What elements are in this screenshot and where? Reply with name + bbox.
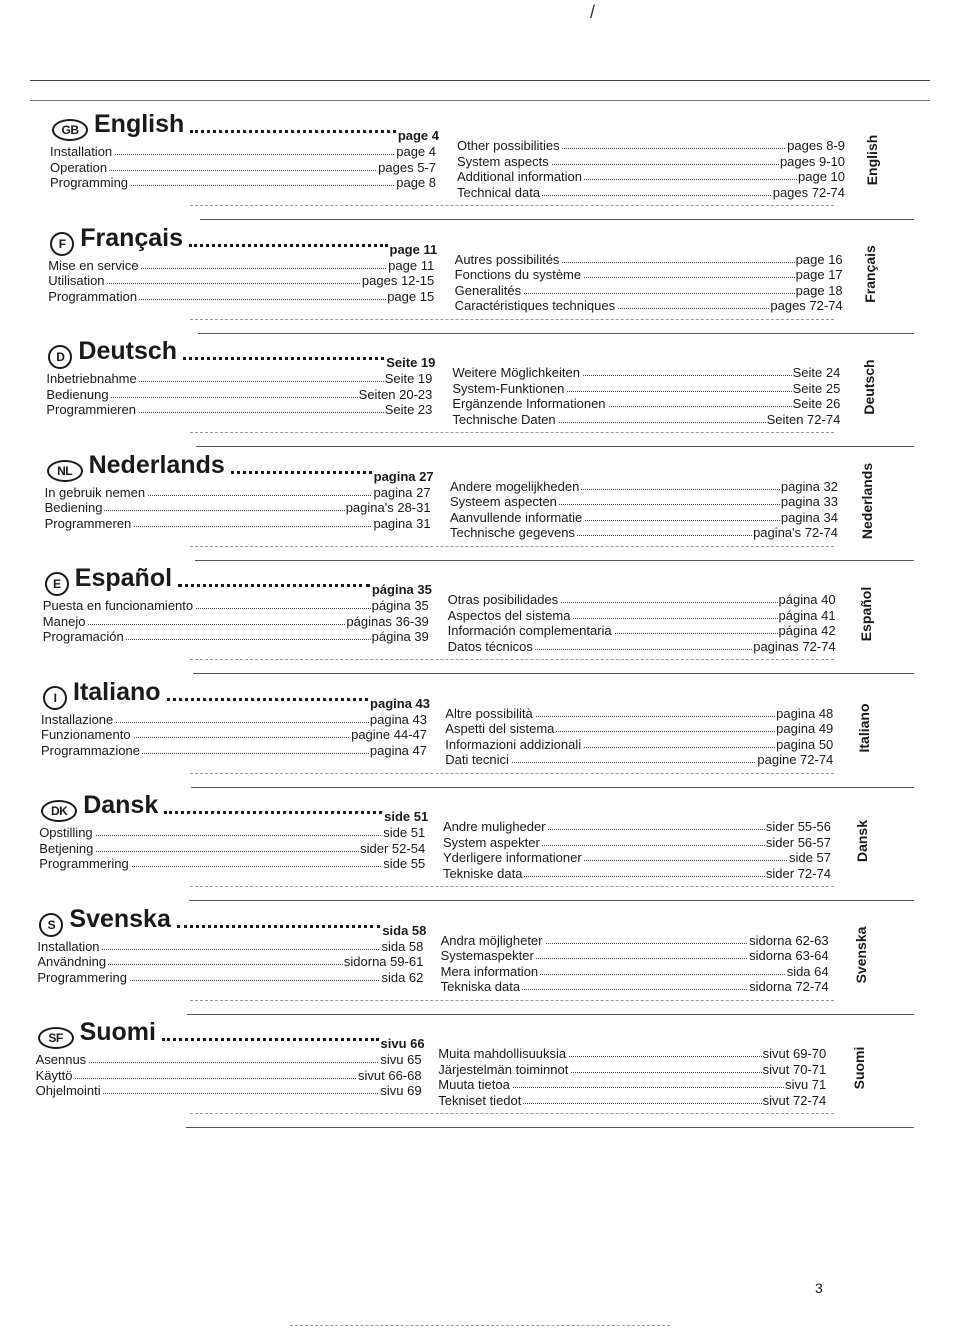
toc-entry[interactable]: [36, 1068, 422, 1084]
country-badge-icon: E: [45, 572, 69, 596]
section-1: [0, 224, 954, 336]
entry-page: pagine 72-74: [757, 752, 834, 767]
left-contents-list: [36, 1052, 422, 1099]
language-title: Français: [80, 223, 184, 252]
heading-leader-dots: [231, 471, 372, 474]
entry-page: pagina 33: [780, 494, 838, 509]
section-4: [0, 564, 954, 676]
section-divider-dashed: [190, 773, 834, 774]
entry-label: Ergänzende Informationen: [452, 396, 606, 411]
toc-entry[interactable]: [39, 856, 425, 872]
entry-label: Technical data: [457, 184, 541, 200]
section-divider-dashed: [190, 1113, 834, 1114]
entry-page: sider 55-56: [765, 819, 831, 834]
entry-label: Other possibilities: [457, 138, 560, 153]
entry-page: sider 56-57: [765, 834, 831, 850]
country-badge-icon: S: [39, 913, 63, 937]
section-heading[interactable]: [52, 110, 184, 144]
country-badge-icon: F: [50, 232, 74, 256]
entry-label: Technische Daten: [452, 411, 556, 427]
entry-page: páginas 36-39: [346, 613, 429, 629]
entry-label: Programmering: [39, 856, 129, 871]
heading-page-ref: side 51: [384, 809, 429, 824]
leader-dots: [39, 835, 425, 836]
heading-page-ref: página 35: [371, 582, 432, 597]
entry-label: Andere mogelijkheden: [449, 478, 580, 494]
left-contents-list: [50, 144, 436, 191]
entry-label: Fonctions du système: [454, 267, 582, 282]
section-heading[interactable]: [47, 451, 225, 485]
entry-label: Användning: [37, 954, 107, 969]
section-divider-dashed: [190, 886, 834, 887]
top-rule: [30, 80, 930, 81]
entry-page: pagina 31: [373, 515, 431, 531]
entry-page: page 17: [795, 267, 843, 282]
entry-label: In gebruik nemen: [44, 484, 146, 500]
toc-entry[interactable]: [441, 933, 829, 949]
heading-page-ref: page 11: [389, 241, 438, 257]
entry-label: Utilisation: [48, 273, 105, 288]
top-rule-secondary: [30, 100, 930, 101]
entry-page: sidorna 63-64: [749, 948, 829, 963]
toc-entry[interactable]: [452, 396, 840, 412]
right-contents-list: [450, 479, 838, 541]
entry-label: Opstilling: [39, 825, 93, 840]
language-title: Nederlands: [88, 450, 225, 479]
toc-entry[interactable]: [48, 273, 434, 289]
page-number: 3: [815, 1280, 823, 1296]
entry-page: side 57: [789, 850, 831, 865]
entry-page: page 10: [798, 169, 845, 184]
toc-entry[interactable]: [438, 1062, 826, 1078]
entry-page: Seite 23: [384, 402, 433, 417]
entry-page: sider 52-54: [360, 840, 426, 856]
entry-page: página 41: [778, 607, 836, 623]
toc-entry[interactable]: [455, 298, 843, 314]
toc-entry[interactable]: [41, 727, 427, 743]
heading-page-ref: pagina 27: [373, 468, 434, 484]
entry-label: Informazioni addizionali: [445, 736, 582, 752]
entry-page: Seiten 72-74: [766, 411, 841, 427]
toc-entry[interactable]: [443, 835, 831, 851]
country-badge-icon: D: [48, 345, 72, 369]
section-divider-dashed: [190, 659, 834, 660]
toc-entry[interactable]: [450, 525, 838, 541]
entry-label: Aspetti del sistema: [445, 721, 555, 736]
entry-page: pages 72-74: [772, 184, 845, 200]
side-language-label: Italiano: [855, 703, 872, 753]
section-5: [0, 678, 954, 790]
left-contents-list: [45, 485, 431, 532]
entry-page: sivut 70-71: [762, 1061, 827, 1077]
country-badge-icon: GB: [52, 119, 88, 141]
toc-entry[interactable]: [457, 138, 845, 154]
entry-page: sida 62: [381, 969, 424, 985]
language-title: Español: [74, 564, 173, 592]
side-language-label: Español: [857, 586, 874, 642]
heading-page-ref: pagina 43: [370, 695, 430, 711]
entry-label: Programación: [42, 629, 124, 644]
toc-entry[interactable]: [443, 866, 831, 882]
entry-page: pages 9-10: [779, 153, 845, 169]
entry-page: pages 5-7: [378, 159, 436, 175]
entry-label: Additional information: [457, 169, 583, 184]
heading-leader-dots: [164, 811, 382, 814]
entry-label: Información complementaria: [447, 623, 612, 638]
language-title: Dansk: [83, 791, 159, 819]
entry-label: Weitere Möglichkeiten: [452, 365, 580, 380]
toc-entry[interactable]: [45, 516, 431, 532]
section-7: [0, 905, 954, 1017]
entry-label: Installation: [37, 938, 100, 954]
entry-page: página 35: [371, 598, 429, 613]
toc-entry[interactable]: [46, 387, 432, 403]
entry-page: sivut 66-68: [358, 1067, 422, 1083]
toc-entry[interactable]: [445, 752, 833, 768]
entry-label: Dati tecnici: [445, 752, 509, 767]
side-language-label: Français: [862, 244, 879, 303]
toc-entry[interactable]: [48, 289, 434, 305]
country-badge-icon: DK: [41, 800, 77, 822]
toc-entry[interactable]: [45, 485, 431, 501]
toc-entry[interactable]: [50, 160, 436, 176]
toc-entry[interactable]: [450, 494, 838, 510]
entry-page: pagina's 28-31: [345, 500, 431, 515]
entry-label: Caractéristiques techniques: [454, 298, 616, 313]
entry-label: Programmieren: [46, 402, 136, 417]
section-6: [0, 791, 954, 903]
entry-label: Manejo: [42, 613, 86, 629]
toc-entry[interactable]: [445, 706, 833, 722]
heading-leader-dots: [178, 584, 370, 587]
left-contents-list: [48, 258, 434, 305]
entry-label: Tekniset tiedot: [438, 1092, 522, 1108]
section-divider-dashed: [190, 1000, 834, 1001]
entry-page: sida 58: [381, 938, 424, 954]
right-contents-list: [455, 252, 843, 314]
left-contents-list: [37, 939, 423, 986]
section-heading[interactable]: [50, 224, 183, 258]
entry-page: sivu 65: [380, 1052, 422, 1067]
right-contents-list: [441, 933, 829, 995]
heading-page-ref: sivu 66: [380, 1036, 425, 1051]
entry-page: sidorna 59-61: [343, 954, 424, 969]
section-divider: [191, 787, 914, 788]
side-language-label: Nederlands: [859, 462, 876, 539]
toc-entry[interactable]: [50, 175, 436, 191]
toc-entry[interactable]: [452, 365, 840, 381]
toc-entry[interactable]: [438, 1077, 826, 1093]
entry-page: sidorna 62-63: [749, 932, 829, 948]
entry-label: Asennus: [35, 1052, 87, 1067]
entry-page: sider 72-74: [765, 865, 831, 881]
entry-page: side 51: [383, 825, 426, 840]
side-language-label: Svenska: [852, 926, 869, 983]
entry-page: pages 72-74: [770, 298, 843, 313]
entry-page: paginas 72-74: [753, 638, 836, 654]
entry-page: Seite 19: [384, 371, 433, 386]
country-badge-icon: NL: [47, 460, 83, 482]
entry-label: Installazione: [41, 711, 114, 727]
entry-label: Operation: [50, 159, 108, 175]
entry-label: Aanvullende informatie: [449, 509, 583, 525]
toc-entry[interactable]: [443, 850, 831, 866]
entry-label: Autres possibilités: [454, 251, 560, 267]
side-language-label: English: [864, 134, 880, 186]
entry-page: pagina 32: [780, 478, 838, 494]
heading-leader-dots: [167, 698, 369, 701]
entry-label: Yderligere informationer: [442, 850, 582, 865]
entry-page: página 42: [778, 623, 836, 638]
entry-page: side 55: [383, 856, 426, 871]
entry-label: Generalités: [454, 282, 522, 298]
toc-entry[interactable]: [448, 623, 836, 639]
right-contents-list: [438, 1046, 826, 1108]
entry-page: pagina 27: [373, 484, 431, 500]
toc-entry[interactable]: [441, 979, 829, 995]
toc-entry[interactable]: [455, 252, 843, 268]
toc-entry[interactable]: [457, 154, 845, 170]
toc-entry[interactable]: [39, 825, 425, 841]
entry-label: Puesta en funcionamiento: [42, 598, 194, 613]
section-heading[interactable]: [45, 564, 172, 598]
side-language-label: Suomi: [851, 1046, 868, 1090]
entry-page: pagina 43: [369, 711, 427, 727]
entry-label: Programming: [50, 175, 129, 190]
toc-entry[interactable]: [46, 371, 432, 387]
right-contents-list: [448, 592, 836, 654]
language-title: English: [94, 110, 185, 138]
toc-entry[interactable]: [438, 1093, 826, 1109]
entry-label: Datos técnicos: [447, 638, 533, 654]
toc-entry[interactable]: [43, 629, 429, 645]
entry-label: Mise en service: [48, 257, 139, 273]
entry-page: página 39: [371, 629, 429, 644]
entry-page: sidorna 72-74: [749, 979, 829, 994]
heading-page-ref: page 4: [397, 128, 439, 143]
entry-page: pagina 34: [780, 509, 838, 525]
section-divider: [200, 219, 914, 220]
section-divider-dashed: [190, 319, 834, 320]
toc-entry[interactable]: [41, 712, 427, 728]
entry-label: Inbetriebnahme: [46, 371, 137, 386]
entry-label: Käyttö: [35, 1067, 73, 1083]
toc-entry[interactable]: [36, 1052, 422, 1068]
left-contents-list: [41, 712, 427, 759]
heading-page-ref: Seite 19: [386, 355, 436, 370]
section-divider: [186, 1127, 914, 1128]
entry-label: Muita mahdollisuuksia: [438, 1046, 567, 1061]
language-title: Suomi: [79, 1018, 156, 1046]
entry-page: sida 64: [786, 963, 829, 979]
toc-entry[interactable]: [457, 169, 845, 185]
toc-entry[interactable]: [41, 743, 427, 759]
toc-entry[interactable]: [37, 954, 423, 970]
section-heading[interactable]: [41, 791, 158, 825]
entry-page: page 4: [396, 144, 436, 159]
top-mark: /: [590, 2, 596, 22]
left-contents-list: [46, 371, 432, 418]
entry-label: Systemaspekter: [440, 948, 534, 963]
toc-entry[interactable]: [45, 500, 431, 516]
entry-label: Altre possibilità: [445, 705, 533, 721]
section-divider-dashed: [190, 432, 834, 433]
entry-label: Muuta tietoa: [438, 1077, 510, 1092]
section-heading[interactable]: [43, 678, 161, 712]
entry-label: Bedienung: [46, 386, 109, 402]
toc-entry[interactable]: [43, 598, 429, 614]
section-3: [0, 451, 954, 563]
entry-page: página 40: [778, 592, 836, 607]
heading-leader-dots: [190, 130, 396, 133]
entry-label: Programmeren: [44, 515, 132, 531]
toc-entry[interactable]: [450, 479, 838, 495]
entry-label: Tekniska data: [440, 979, 521, 994]
entry-label: System-Funktionen: [452, 380, 565, 396]
entry-page: page 16: [795, 251, 843, 267]
section-divider: [195, 560, 914, 561]
section-divider: [187, 1014, 914, 1015]
toc-entry[interactable]: [457, 185, 845, 201]
entry-label: Systeem aspecten: [449, 494, 557, 509]
toc-entry[interactable]: [448, 639, 836, 655]
entry-label: Otras posibilidades: [447, 592, 559, 607]
toc-entry[interactable]: [448, 592, 836, 608]
entry-label: System aspects: [457, 153, 549, 169]
entry-label: Programmation: [48, 288, 138, 304]
heading-leader-dots: [162, 1038, 379, 1041]
entry-label: Tekniske data: [442, 865, 523, 881]
section-divider: [189, 900, 914, 901]
entry-page: pagina 48: [776, 705, 834, 721]
toc-entry[interactable]: [36, 1083, 422, 1099]
section-divider: [196, 446, 914, 447]
entry-label: Andre muligheder: [442, 819, 546, 834]
entry-page: pagina 50: [776, 736, 834, 752]
entry-label: Ohjelmointi: [35, 1083, 101, 1098]
section-divider-dashed: [190, 205, 834, 206]
side-language-label: Dansk: [854, 819, 871, 863]
heading-leader-dots: [189, 244, 387, 247]
entry-label: Aspectos del sistema: [447, 607, 571, 623]
side-language-label: Deutsch: [860, 359, 877, 415]
entry-label: Programmazione: [41, 742, 140, 758]
entry-page: pagina 49: [776, 721, 834, 736]
entry-label: Installation: [50, 144, 113, 159]
entry-page: pagina's 72-74: [753, 525, 838, 540]
section-divider: [193, 673, 914, 674]
section-divider: [198, 333, 914, 334]
language-title: Svenska: [69, 904, 171, 933]
section-2: [0, 337, 954, 449]
heading-page-ref: sida 58: [382, 922, 427, 938]
entry-label: Bediening: [44, 500, 103, 515]
section-heading[interactable]: [38, 1018, 156, 1052]
toc-entry[interactable]: [441, 948, 829, 964]
section-heading[interactable]: [39, 905, 170, 939]
entry-label: Funzionamento: [41, 727, 131, 742]
toc-entry[interactable]: [43, 614, 429, 630]
right-contents-list: [443, 819, 831, 881]
entry-page: pagina 47: [369, 742, 427, 758]
leader-dots: [36, 1062, 422, 1063]
toc-entry[interactable]: [452, 381, 840, 397]
entry-label: Andra möjligheter: [440, 932, 543, 948]
bottom-rule: [290, 1325, 670, 1326]
toc-entry[interactable]: [46, 402, 432, 418]
entry-page: sivu 69: [380, 1083, 422, 1098]
entry-label: Betjening: [39, 840, 94, 856]
entry-page: pages 12-15: [361, 273, 435, 288]
entry-label: Programmering: [37, 969, 127, 985]
toc-entry[interactable]: [441, 964, 829, 980]
heading-leader-dots: [183, 357, 384, 360]
toc-entry[interactable]: [37, 939, 423, 955]
entry-label: Järjestelmän toiminnot: [438, 1061, 569, 1077]
entry-page: pages 8-9: [787, 138, 845, 153]
right-contents-list: [457, 138, 845, 200]
toc-entry[interactable]: [50, 144, 436, 160]
toc-entry[interactable]: [48, 258, 434, 274]
left-contents-list: [43, 598, 429, 645]
entry-page: sivut 69-70: [762, 1046, 827, 1061]
entry-label: Technische gegevens: [449, 525, 575, 540]
entry-page: page 15: [387, 288, 435, 304]
country-badge-icon: SF: [38, 1027, 74, 1049]
section-divider-dashed: [190, 546, 834, 547]
language-title: Deutsch: [78, 337, 178, 365]
entry-page: pagine 44-47: [351, 727, 427, 742]
toc-entry[interactable]: [37, 970, 423, 986]
toc-entry[interactable]: [445, 721, 833, 737]
entry-page: page 18: [795, 282, 843, 298]
right-contents-list: [452, 365, 840, 427]
toc-entry[interactable]: [452, 412, 840, 428]
country-badge-icon: I: [43, 686, 67, 710]
left-contents-list: [39, 825, 425, 872]
entry-page: sivut 72-74: [762, 1092, 827, 1108]
toc-entry[interactable]: [438, 1046, 826, 1062]
entry-page: sivu 71: [785, 1077, 827, 1092]
entry-label: Mera information: [440, 963, 539, 979]
entry-page: page 8: [396, 175, 436, 190]
section-0: [0, 110, 954, 222]
entry-label: System aspekter: [442, 834, 540, 850]
toc-entry[interactable]: [443, 819, 831, 835]
entry-page: page 11: [388, 257, 435, 273]
toc-entry[interactable]: [450, 510, 838, 526]
toc-entry[interactable]: [455, 283, 843, 299]
heading-leader-dots: [177, 925, 380, 928]
entry-page: Seite 26: [792, 396, 841, 411]
language-title: Italiano: [73, 677, 161, 706]
right-contents-list: [445, 706, 833, 768]
section-8: [0, 1018, 954, 1130]
section-heading[interactable]: [48, 337, 177, 371]
entry-page: Seite 24: [792, 365, 841, 380]
toc-entry[interactable]: [455, 267, 843, 283]
entry-page: Seite 25: [792, 380, 841, 396]
toc-entry[interactable]: [445, 737, 833, 753]
toc-entry[interactable]: [39, 841, 425, 857]
toc-entry[interactable]: [448, 608, 836, 624]
entry-page: Seiten 20-23: [358, 386, 433, 402]
